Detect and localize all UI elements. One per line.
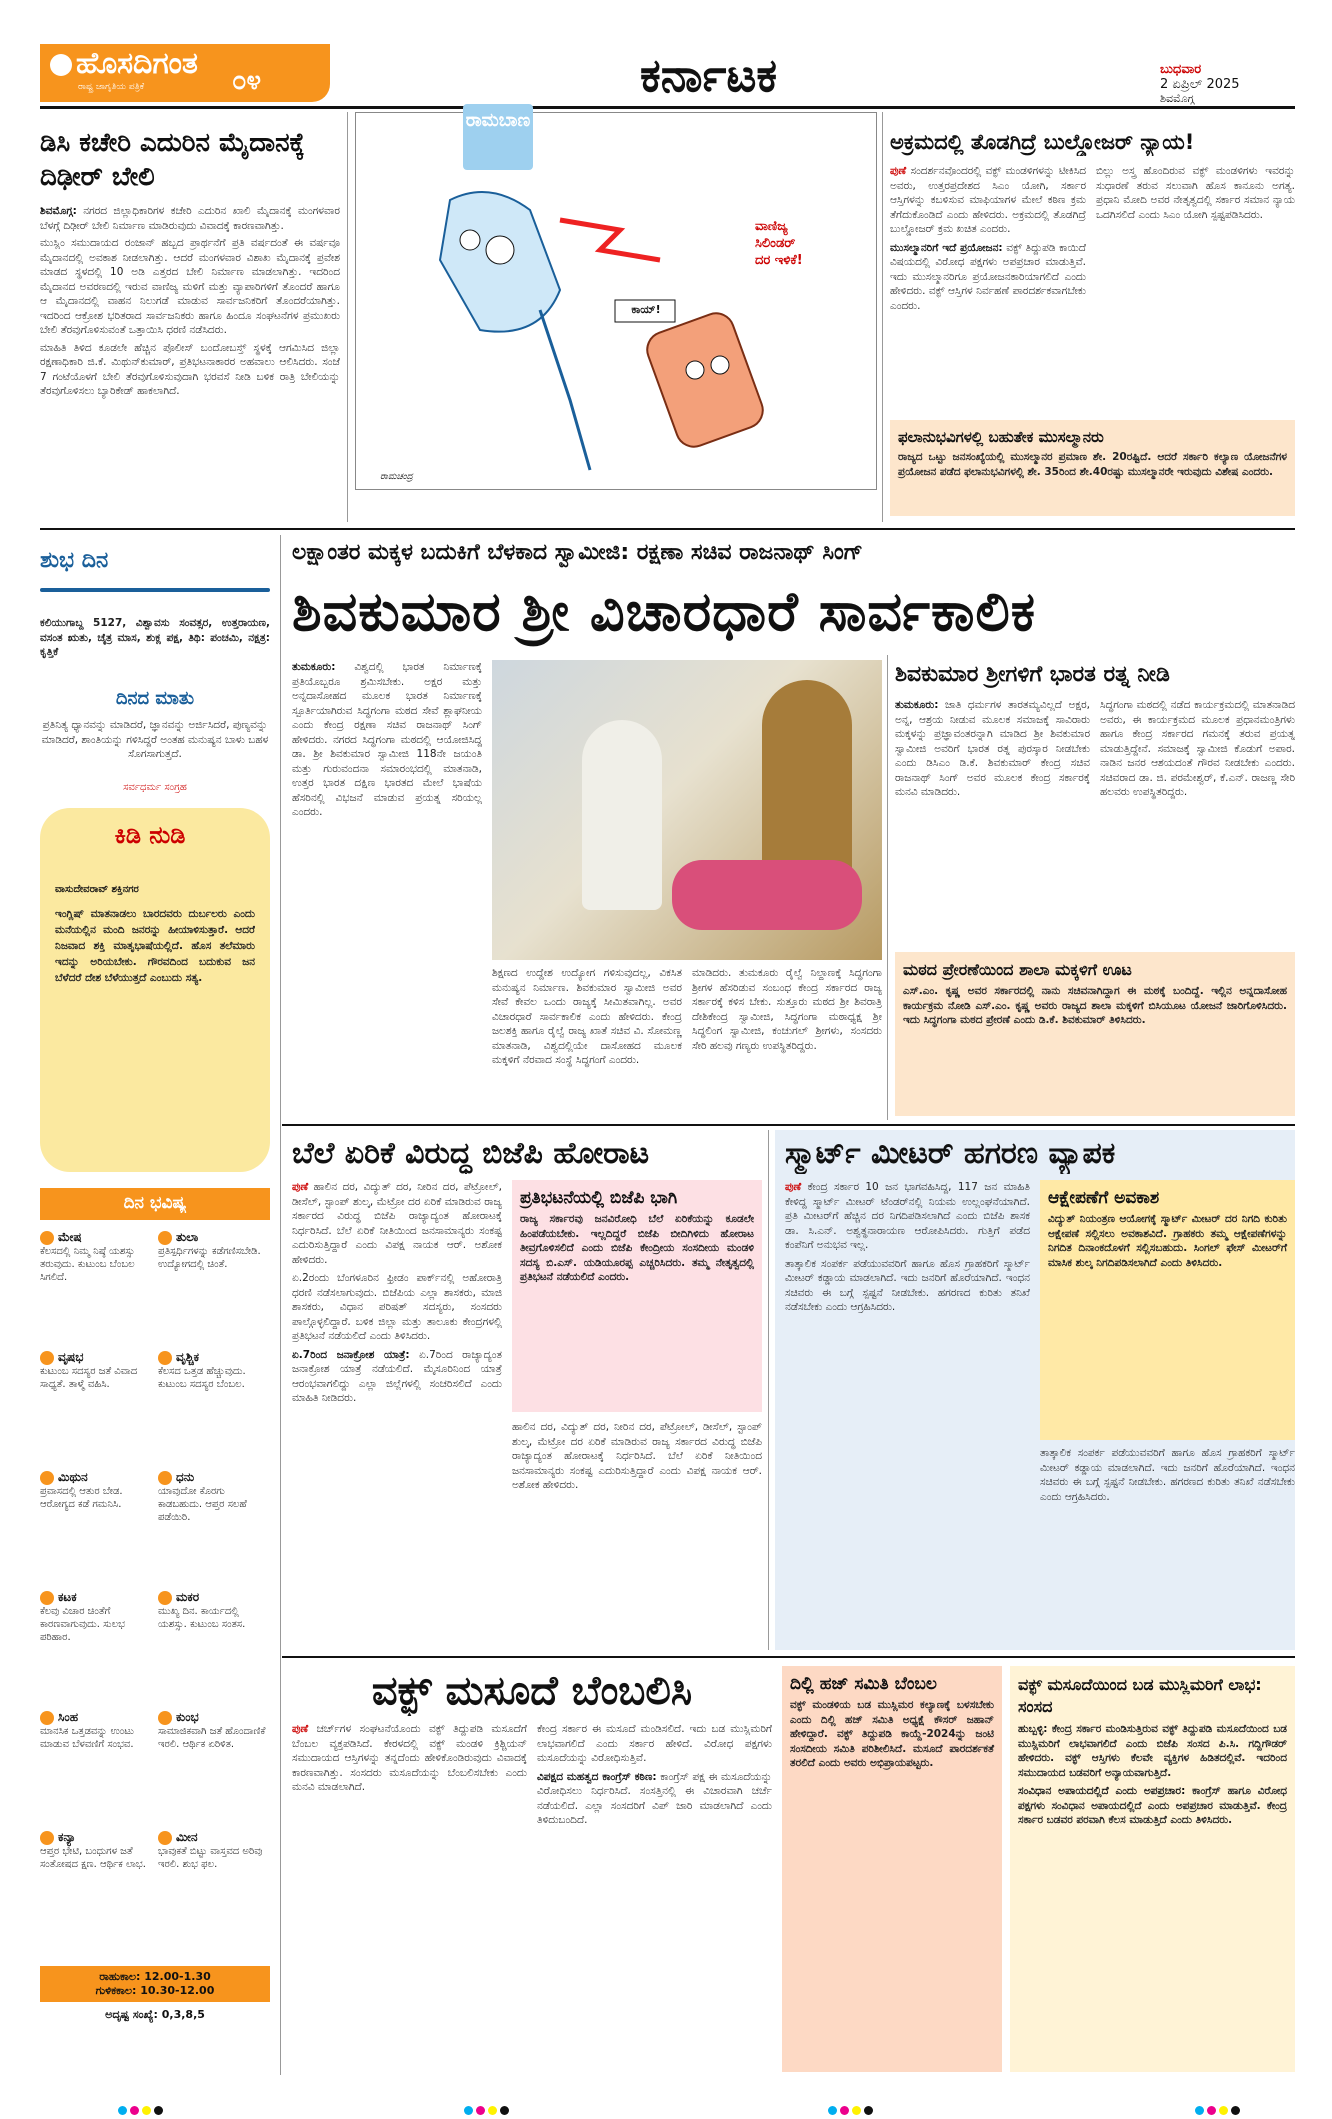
rashi-text: ಕೆಲಸದಲ್ಲಿ ನಿಮ್ಮ ನಿಷ್ಠೆ ಯಶಸ್ಸು ತರುವುದು. ಕುಟುಂಬ ಬೆಂಬಲ ಸಿಗಲಿದೆ. (40, 1246, 135, 1283)
dinada-maatu-author: ಸರ್ವಧರ್ಮ ಸಂಗ್ರಹ (123, 782, 187, 793)
box-chance (1040, 1180, 1295, 1440)
rashi-text: ಯಾವುದೋ ಕೊರಗು ಕಾಡಬಹುದು. ಆಪ್ತರ ಸಲಹೆ ಪಡೆಯಿರಿ. (158, 1486, 247, 1523)
rashi-name: ಮಿಥುನ (40, 1470, 152, 1485)
cartoon-drawing (360, 170, 870, 480)
registration-marks (1195, 2100, 1243, 2119)
story-bulldozer-p1: ಸಂದರ್ಶನವೊಂದರಲ್ಲಿ ವಕ್ಫ್ ಮಂಡಳಿಗಳನ್ನು ಟೀಕಿಸಿದ ಅವರು, ಉತ್ತರಪ್ರದೇಶದ ಸಿಎಂ ಯೋಗಿ, ಸರ್ಕಾರ ಆಸ್ತಿಗಳನ್ನು ಕಬಳಿಸುವ ಮಾಫಿಯಾಗಳ ಮೇಲೆ ಕಠಿಣ ಕ್ರಮ ತೆಗೆದುಕೊಂಡಿದೆ ಎಂದು ಹೇಳಿದರು. ಅಕ್ರಮದಲ್ಲಿ ತೊಡಗಿದ್ರೆ ಬುಲ್ಡೋಜರ್ ಕ್ರಮ ಖಚಿತ ಎಂದರು. (890, 165, 1086, 235)
rashi-text: ಕುಟುಂಬ ಸದಸ್ಯರ ಜತೆ ವಿವಾದ ಸಾಧ್ಯತೆ. ತಾಳ್ಮೆ ವಹಿಸಿ. (40, 1366, 138, 1390)
rashi-sign-icon (40, 1351, 54, 1365)
story-bulldozer-sub: ಮುಸಲ್ಮಾನರಿಗೆ ಇದೆ ಪ್ರಯೋಜನ: (890, 241, 1003, 254)
story-meter-col2: ತಾತ್ಕಾಲಿಕ ಸಂಪರ್ಕ ಪಡೆಯುವವರಿಗೆ ಹಾಗೂ ಹೊಸ ಗ್ರಾಹಕರಿಗೆ ಸ್ಮಾರ್ಟ್ ಮೀಟರ್ ಕಡ್ಡಾಯ ಮಾಡಲಾಗಿದೆ. ಇದು ಜನರಿಗೆ ಹೊರೆಯಾಗಿದೆ. ಇಂಧನ ಸಚಿವರು ಈ ಬಗ್ಗೆ ಸ್ಪಷ್ಟನೆ ನೀಡಬೇಕು. ಹಗರಣದ ಕುರಿತು ತನಿಖೆ ನಡೆಸಬೇಕು ಎಂದು ಆಗ್ರಹಿಸಿದರು. (1040, 1447, 1295, 1503)
rashi-item (158, 1590, 270, 1710)
story-haj (782, 1666, 1002, 2072)
kala-box (40, 1966, 270, 2002)
photo-person (582, 720, 662, 910)
box-noon-meal-headline: ಮಠದ ಪ್ರೇರಣೆಯಿಂದ ಶಾಲಾ ಮಕ್ಕಳಿಗೆ ಊಟ (903, 960, 1132, 979)
edition: ಶಿವಮೊಗ್ಗ (1160, 92, 1195, 105)
rashi-name: ಕಟಕ (40, 1590, 152, 1605)
story-bulldozer-headline: ಅಕ್ರಮದಲ್ಲಿ ತೊಡಗಿದ್ರೆ ಬುಲ್ಡೋಜರ್ ನ್ಯಾಯ! (890, 130, 1195, 154)
story-poor-p1: ಕೇಂದ್ರ ಸರ್ಕಾರ ಮಂಡಿಸುತ್ತಿರುವ ವಕ್ಫ್ ತಿದ್ದುಪಡಿ ಮಸೂದೆಯಿಂದ ಬಡ ಮುಸ್ಲಿಮರಿಗೆ ಲಾಭವಾಗಲಿದೆ ಎಂದು ಬಿಜೆಪಿ ಸಂಸದ ಪಿ.ಸಿ. ಗದ್ದಿಗೌಡರ್ ಹೇಳಿದರು. ವಕ್ಫ್ ಆಸ್ತಿಗಳು ಕೆಲವೇ ವ್ಯಕ್ತಿಗಳ ಹಿಡಿತದಲ್ಲಿವೆ. ಇದರಿಂದ ಸಮುದಾಯದ ಬಡವರಿಗೆ ಅನ್ಯಾಯವಾಗುತ್ತಿದೆ. (1018, 1723, 1287, 1779)
cartoon-series-tag: ರಾಮಬಾಣ (463, 104, 533, 170)
rashi-name: ಮೀನ (158, 1830, 270, 1845)
rashi-sign-icon (158, 1471, 172, 1485)
lamp-icon (50, 54, 72, 76)
lead-photo (492, 660, 882, 960)
box-beneficiaries-headline: ಫಲಾನುಭವಿಗಳಲ್ಲಿ ಬಹುತೇಕ ಮುಸಲ್ಮಾನರು (898, 428, 1104, 446)
story-bharatratna-headline: ಶಿವಕುಮಾರ ಶ್ರೀಗಳಿಗೆ ಭಾರತ ರತ್ನ ನೀಡಿ (895, 662, 1170, 687)
lead-headline: ಶಿವಕುಮಾರ ಶ್ರೀ ವಿಚಾರಧಾರೆ ಸಾರ್ವಕಾಲಿಕ (292, 580, 1037, 643)
rashi-name: ಧನು (158, 1470, 270, 1485)
date: 2 ಏಪ್ರಿಲ್ 2025 (1160, 77, 1240, 92)
rashi-sign-icon (158, 1351, 172, 1365)
rashi-text: ಮಾನಸಿಕ ಒತ್ತಡವನ್ನು ಉಂಟು ಮಾಡುವ ಬೆಳವಣಿಗೆ ಸಂಭವ. (40, 1726, 134, 1750)
story-meter-dateline: ಪುಣೆ (785, 1181, 802, 1193)
story-meter-col1 (785, 1180, 1030, 1640)
section-rule (282, 1124, 1295, 1126)
rashi-name: ವೃಶ್ಚಿಕ (158, 1350, 270, 1365)
registration-marks (118, 2100, 166, 2119)
rashi-text: ಕೆಲಸದ ಒತ್ತಡ ಹೆಚ್ಚುವುದು. ಕುಟುಂಬ ಸದಸ್ಯರ ಬೆಂಬಲ. (158, 1366, 246, 1390)
masthead-logo: ಹೊಸದಿಗಂತ (50, 44, 310, 84)
story-dc-headline: ಡಿಸಿ ಕಚೇರಿ ಎದುರಿನ ಮೈದಾನಕ್ಕೆ ದಿಢೀರ್ ಬೇಲಿ (40, 128, 305, 192)
masthead-rule (40, 106, 1295, 109)
rashi-item (158, 1470, 270, 1590)
divider (768, 1130, 769, 1650)
lead-col2: ಶಿಕ್ಷಣದ ಉದ್ದೇಶ ಉದ್ಯೋಗ ಗಳಿಸುವುದಲ್ಲ, ವಿಕಸಿತ ಮನುಷ್ಯನ ನಿರ್ಮಾಣ. ಶಿವಕುಮಾರ ಸ್ವಾಮೀಜಿ ಅವರ ಸೇವೆ ಕೇವಲ ಒಂದು ರಾಜ್ಯಕ್ಕೆ ಸೀಮಿತವಾಗಿಲ್ಲ. ಅವರ ವಿಚಾರಧಾರೆ ಸಾರ್ವಕಾಲಿಕ ಎಂದು ಹೇಳಿದರು. ಕೇಂದ್ರ ಜಲಶಕ್ತಿ ಹಾಗೂ ರೈಲ್ವೆ ರಾಜ್ಯ ಖಾತೆ ಸಚಿವ ವಿ. ಸೋಮಣ್ಣ ಮಾತನಾಡಿ, ವಿಶ್ವದಲ್ಲಿಯೇ ದಾಸೋಹದ ಮೂಲಕ ಮಕ್ಕಳಿಗೆ ನೆರವಾದ ಸಂಸ್ಥೆ ಸಿದ್ಧಗಂಗೆ ಎಂದರು. (492, 967, 682, 1066)
rashi-right-col (158, 1230, 270, 1950)
kidi-nudi-author: ವಾಸುದೇವರಾವ್ ಶಕ್ತಿನಗರ (55, 884, 139, 895)
rashi-text: ಪ್ರವಾಸದಲ್ಲಿ ಆತುರ ಬೇಡ. ಆರೋಗ್ಯದ ಕಡೆ ಗಮನಿಸಿ. (40, 1486, 123, 1510)
rashi-text: ಭಾವುಕತೆ ಬಿಟ್ಟು ವಾಸ್ತವದ ಅರಿವು ಇರಲಿ. ಶುಭ ಫಲ. (158, 1846, 263, 1870)
rashi-sign-icon (40, 1591, 54, 1605)
story-poor-p2: ಕಾಂಗ್ರೆಸ್ ಹಾಗೂ ವಿರೋಧ ಪಕ್ಷಗಳು ಸಂವಿಧಾನ ಅಪಾಯದಲ್ಲಿದೆ ಎಂದು ಅಪಪ್ರಚಾರ ಮಾಡುತ್ತಿವೆ. ಕೇಂದ್ರ ಸರ್ಕಾರ ಬಡವರ ಪರವಾಗಿ ಕೆಲಸ ಮಾಡುತ್ತಿದೆ ಎಂದು ತಿಳಿಸಿದರು. (1018, 1785, 1288, 1826)
registration-marks (464, 2100, 512, 2119)
masthead-tagline: ರಾಷ್ಟ್ರ ಜಾಗೃತಿಯ ಪತ್ರಿಕೆ (78, 82, 145, 92)
rashi-name: ಕನ್ಯಾ (40, 1830, 152, 1845)
story-bulldozer-col1 (890, 164, 1086, 414)
rashi-text: ಆಪ್ತರ ಭೇಟಿ, ಬಂಧುಗಳ ಜತೆ ಸಂತೋಷದ ಕ್ಷಣ. ಆರ್ಥಿಕ ಲಾಭ. (40, 1846, 146, 1870)
story-price-headline: ಬೆಲೆ ಏರಿಕೆ ವಿರುದ್ಧ ಬಿಜೆಪಿ ಹೋರಾಟ (292, 1136, 650, 1171)
story-meter-headline: ಸ್ಮಾರ್ಟ್ ಮೀಟರ್ ಹಗರಣ ವ್ಯಾಪಕ (785, 1136, 1116, 1171)
rashi-item (40, 1230, 152, 1350)
story-haj-text: ವಕ್ಫ್ ಮಂಡಳಿಯ ಬಡ ಮುಸ್ಲಿಮರ ಕಲ್ಯಾಣಕ್ಕೆ ಬಳಸಬೇಕು ಎಂದು ದಿಲ್ಲಿ ಹಜ್ ಸಮಿತಿ ಅಧ್ಯಕ್ಷೆ ಕೌಸರ್ ಜಹಾನ್ ಹೇಳಿದ್ದಾರೆ. ವಕ್ಫ್ ತಿದ್ದುಪಡಿ ಕಾಯ್ದೆ-2024ನ್ನು ಜಂಟಿ ಸಂಸದೀಯ ಸಮಿತಿ ಪರಿಶೀಲಿಸಿದೆ. ಮಸೂದೆ ಪಾರದರ್ಶಕತೆ ತರಲಿದೆ ಎಂದು ಅವರು ಅಭಿಪ್ರಾಯಪಟ್ಟರು. (790, 1699, 994, 1769)
rashi-sign-icon (40, 1231, 54, 1245)
rashi-text: ಪ್ರತಿಸ್ಪರ್ಧಿಗಳನ್ನು ಕಡೆಗಣಿಸಬೇಡಿ. ಉದ್ಯೋಗದಲ್ಲಿ ಚಿಂತೆ. (158, 1246, 261, 1270)
story-waqf-p1: ಚರ್ಚ್‌ಗಳ ಸಂಘಟನೆಯೊಂದು ವಕ್ಫ್ ತಿದ್ದುಪಡಿ ಮಸೂದೆಗೆ ಬೆಂಬಲ ವ್ಯಕ್ತಪಡಿಸಿದೆ. ಕೇರಳದಲ್ಲಿ ವಕ್ಫ್ ಮಂಡಳಿ ಕ್ರಿಶ್ಚಿಯನ್ ಸಮುದಾಯದ ಆಸ್ತಿಗಳನ್ನು ತನ್ನದೆಂದು ಹೇಳಿಕೊಂಡಿರುವುದು ವಿವಾದಕ್ಕೆ ಕಾರಣವಾಗಿತ್ತು. ಸಂಸದರು ಮಸೂದೆಯನ್ನು ಬೆಂಬಲಿಸಬೇಕು ಎಂದು ಮನವಿ ಮಾಡಲಾಗಿದೆ. (292, 1723, 527, 1793)
shubha-dina-title: ಶುಭ ದಿನ (40, 548, 109, 573)
lead-col1 (292, 660, 482, 1120)
divider (347, 112, 348, 522)
story-waqf-p3: ಕಾಂಗ್ರೆಸ್ ಪಕ್ಷ ಈ ಮಸೂದೆಯನ್ನು ವಿರೋಧಿಸಲು ನಿರ್ಧರಿಸಿದೆ. ಸಂಸತ್ತಿನಲ್ಲಿ ಈ ವಿಚಾರವಾಗಿ ಚರ್ಚೆ ನಡೆಯಲಿದೆ. ಎಲ್ಲಾ ಸಂಸದರಿಗೆ ವಿಪ್ ಜಾರಿ ಮಾಡಲಾಗಿದೆ ಎಂದು ತಿಳಿದುಬಂದಿದೆ. (537, 1770, 772, 1826)
cartoon-speech: ಕಾಯ್! (631, 303, 661, 316)
story-price-dateline: ಪುಣೆ (292, 1181, 309, 1193)
story-poor-headline: ವಕ್ಫ್ ಮಸೂದೆಯಿಂದ ಬಡ ಮುಸ್ಲಿಮರಿಗೆ ಲಾಭ: ಸಂಸದ (1018, 1675, 1262, 1716)
story-bulldozer-col2 (1096, 164, 1295, 414)
lead-dateline: ತುಮಕೂರು: (292, 661, 336, 673)
dinada-maatu-text: ಪ್ರತಿನಿತ್ಯ ಧ್ಯಾನವನ್ನು ಮಾಡಿದರೆ, ಜ್ಞಾನವನ್ನು ಅರ್ಜಿಸಿದರೆ, ಪುಣ್ಯವನ್ನು ಮಾಡಿದರೆ, ಶಾಂತಿಯನ್ನು ಗಳಿಸಿದ್ದರೆ ಅಂತಹ ಮನುಷ್ಯನ ಬಾಳು ಬಹಳ ಸೊಗಸಾಗುತ್ತದೆ. (41, 719, 269, 760)
day: ಬುಧವಾರ (1160, 62, 1202, 77)
story-waqf-p2: ಕೇಂದ್ರ ಸರ್ಕಾರ ಈ ಮಸೂದೆ ಮಂಡಿಸಲಿದೆ. ಇದು ಬಡ ಮುಸ್ಲಿಮರಿಗೆ ಲಾಭವಾಗಲಿದೆ ಎಂದು ಸರ್ಕಾರ ಹೇಳಿದೆ. ವಿರೋಧ ಪಕ್ಷಗಳು ಮಸೂದೆಯನ್ನು ವಿರೋಧಿಸುತ್ತಿವೆ. (537, 1723, 772, 1764)
rashi-item (40, 1470, 152, 1590)
rashi-name: ಮಕರ (158, 1590, 270, 1605)
story-waqf-col2 (537, 1722, 772, 2072)
story-bulldozer-p3: ಬಿಲ್ಲು ಅಸ್ತ್ರ ಹೊಂದಿರುವ ವಕ್ಫ್ ಮಂಡಳಿಗಳು ಇವರನ್ನು ಸುಧಾರಣೆ ತರುವ ಸಲುವಾಗಿ ಹೊಸ ಕಾನೂನು ಅಗತ್ಯ. ಪ್ರಧಾನಿ ಮೋದಿ ಅವರ ನೇತೃತ್ವದಲ್ಲಿ ಸರ್ಕಾರ ಸಮಾನ ನ್ಯಾಯ ಒದಗಿಸಲಿದೆ ಎಂದು ಸಿಎಂ ಯೋಗಿ ಸ್ಪಷ್ಟಪಡಿಸಿದರು. (1096, 165, 1295, 221)
rashi-left-col (40, 1230, 152, 1950)
rashi-sign-icon (158, 1591, 172, 1605)
story-price-p2: ಏ.2ರಂದು ಬೆಂಗಳೂರಿನ ಫ್ರೀಡಂ ಪಾರ್ಕ್‌ನಲ್ಲಿ ಅಹೋರಾತ್ರಿ ಧರಣಿ ನಡೆಸಲಾಗುವುದು. ಬಿಜೆಪಿಯ ಎಲ್ಲಾ ಶಾಸಕರು, ಮಾಜಿ ಶಾಸಕರು, ವಿಧಾನ ಪರಿಷತ್ ಸದಸ್ಯರು, ಸಂಸದರು ಪಾಲ್ಗೊಳ್ಳಲಿದ್ದಾರೆ. ಬಳಿಕ ಜಿಲ್ಲಾ ಮತ್ತು ತಾಲೂಕು ಕೇಂದ್ರಗಳಲ್ಲಿ ಪ್ರತಿಭಟನೆ ನಡೆಯಲಿದೆ ಎಂದು ತಿಳಿಸಿದರು. (292, 1272, 502, 1342)
rashi-item (40, 1350, 152, 1470)
lead-col3: ಮಾಡಿದರು. ತುಮಕೂರು ರೈಲ್ವೆ ನಿಲ್ದಾಣಕ್ಕೆ ಸಿದ್ಧಗಂಗಾ ಶ್ರೀಗಳ ಹೆಸರಿಡುವ ಸಂಬಂಧ ಕೇಂದ್ರ ಸರ್ಕಾರದ ರಾಜ್ಯ ಸರ್ಕಾರಕ್ಕೆ ಕಳಿಸ ಬೇಕು. ಸುತ್ತೂರು ಮಠದ ಶ್ರೀ ಶಿವರಾತ್ರಿ ದೇಶಿಕೇಂದ್ರ ಸ್ವಾಮೀಜಿ, ಸಿದ್ಧಗಂಗಾ ಮಠಾಧ್ಯಕ್ಷ ಶ್ರೀ ಸಿದ್ಧಲಿಂಗ ಸ್ವಾಮೀಜಿ, ಕಂಚುಗಲ್ ಶ್ರೀಗಳು, ಸಂಸದರು ಸೇರಿ ಹಲವು ಗಣ್ಯರು ಉಪಸ್ಥಿತರಿದ್ದರು. (692, 967, 882, 1052)
story-bulldozer-p2: ವಕ್ಫ್ ತಿದ್ದುಪಡಿ ಕಾಯಿದೆ ವಿಷಯದಲ್ಲಿ ವಿರೋಧ ಪಕ್ಷಗಳು ಅಪಪ್ರಚಾರ ಮಾಡುತ್ತಿವೆ. ಇದು ಮುಸಲ್ಮಾನರಿಗೂ ಪ್ರಯೋಜನಕಾರಿಯಾಗಲಿದೆ ಎಂದು ಹೇಳಿದರು. ವಕ್ಫ್ ಆಸ್ತಿಗಳ ನಿರ್ವಹಣೆ ಪಾರದರ್ಶಕವಾಗಬೇಕು ಎಂದರು. (890, 241, 1086, 312)
story-bharatratna-col2: ಸಿದ್ಧಗಂಗಾ ಮಠದಲ್ಲಿ ನಡೆದ ಕಾರ್ಯಕ್ರಮದಲ್ಲಿ ಮಾತನಾಡಿದ ಅವರು, ಈ ಕಾರ್ಯಕ್ರಮದ ಮೂಲಕ ಪ್ರಧಾನಮಂತ್ರಿಗಳು ಹಾಗೂ ಕೇಂದ್ರ ಸರ್ಕಾರದ ಗಮನಕ್ಕೆ ತರುವ ಪ್ರಯತ್ನ ಮಾಡುತ್ತಿದ್ದೇನೆ. ಸಮಾಜಕ್ಕೆ ಸ್ವಾಮೀಜಿ ಕೊಡುಗೆ ಅಪಾರ. ನಾಡಿನ ಜನರ ಆಶಯದಂತೆ ಗೌರವ ನೀಡಬೇಕು ಎಂದರು. ಸಚಿವರಾದ ಡಾ. ಜಿ. ಪರಮೇಶ್ವರ್, ಕೆ.ಎನ್. ರಾಜಣ್ಣ ಸೇರಿ ಹಲವರು ಉಪಸ್ಥಿತರಿದ್ದರು. (1100, 699, 1295, 798)
story-price-col2: ಹಾಲಿನ ದರ, ವಿದ್ಯುತ್ ದರ, ನೀರಿನ ದರ, ಪೆಟ್ರೋಲ್, ಡೀಸೆಲ್, ಸ್ಟಾಂಪ್ ಶುಲ್ಕ, ಮೆಟ್ರೋ ದರ ಏರಿಕೆ ಮಾಡಿರುವ ರಾಜ್ಯ ಸರ್ಕಾರದ ವಿರುದ್ಧ ಬಿಜೆಪಿ ರಾಜ್ಯಾದ್ಯಂತ ಹೋರಾಟಕ್ಕೆ ನಿರ್ಧರಿಸಿದೆ. ಬೆಲೆ ಏರಿಕೆ ನೀತಿಯಿಂದ ಜನಸಾಮಾನ್ಯರು ಸಂಕಷ್ಟ ಎದುರಿಸುತ್ತಿದ್ದಾರೆ ಎಂದು ವಿಪಕ್ಷ ನಾಯಕ ಆರ್. ಅಶೋಕ ಹೇಳಿದರು. (512, 1421, 762, 1491)
box-noon-meal (895, 952, 1295, 1116)
registration-marks (828, 2100, 876, 2119)
rashi-name: ಮೇಷ (40, 1230, 152, 1245)
cartoon-signature: ರಾಮಚಂದ್ರ (380, 472, 413, 482)
story-dc-p1: ನಗರದ ಜಿಲ್ಲಾಧಿಕಾರಿಗಳ ಕಚೇರಿ ಎದುರಿನ ಖಾಲಿ ಮೈದಾನಕ್ಕೆ ಮಂಗಳವಾರ ಬೆಳಗ್ಗೆ ದಿಢೀರ್ ಬೇಲಿ ನಿರ್ಮಾಣ ಮಾಡಿರುವುದು ವಿವಾದಕ್ಕೆ ಕಾರಣವಾಗಿತ್ತು. (40, 205, 340, 232)
rashi-item (158, 1710, 270, 1830)
story-poor (1010, 1666, 1295, 2072)
box-protest-headline: ಪ್ರತಿಭಟನೆಯಲ್ಲಿ ಬಿಜೆಪಿ ಭಾಗಿ (520, 1188, 678, 1208)
story-poor-body (1010, 1722, 1295, 2052)
dina-bhavishya-title: ದಿನ ಭವಿಷ್ಯ (123, 1193, 187, 1213)
kidi-nudi-title: ಕಿಡಿ ನುಡಿ (114, 821, 186, 849)
story-dc-p2: ಮುಸ್ಲಿಂ ಸಮುದಾಯದ ರಂಜಾನ್ ಹಬ್ಬದ ಪ್ರಾರ್ಥನೆಗೆ ಪ್ರತಿ ವರ್ಷದಂತೆ ಈ ವರ್ಷವೂ ಮೈದಾನದಲ್ಲಿ ಅವಕಾಶ ನೀಡಲಾಗಿತ್ತು. ಆದರೆ ಮಂಗಳವಾರ ವಿಶಾಖ ಮೈದಾನಕ್ಕೆ ಪ್ರವೇಶ ಮಾಡದ ಸ್ಥಳದಲ್ಲಿ 10 ಅಡಿ ಎತ್ತರದ ಬೇಲಿ ನಿರ್ಮಾಣ ಮಾಡಲಾಗಿತ್ತು. ಇದರಿಂದ ಮೈದಾನದ ಅವರಣದಲ್ಲಿ ಇರುವ ವಾಣಿಜ್ಯ ಮಳಿಗೆ ಮತ್ತು ವ್ಯಾಪಾರಿಗಳಿಗೆ ತೊಂದರೆ ಹಾಗೂ ಆ ಮೈದಾನದಲ್ಲಿ ವಾಹನ ನಿಲುಗಡೆ ಮಾಡುವ ಸಾರ್ವಜನಿಕರಿಗೆ ತೊಂದರೆಯಾಗಿತ್ತು. ಇದರಿಂದ ಆಕ್ರೋಶ ಭರಿತರಾದ ಸಾರ್ವಜನಿಕರು ಹಾಗೂ ಹಿಂದೂ ಸಂಘಟನೆಗಳ ಪ್ರಮುಖರು ಬೇಲಿ ತೆರವುಗೊಳಿಸುವಂತೆ ಒತ್ತಾಯಿಸಿ ಧರಣಿ ನಡೆಸಿದರು. (40, 237, 340, 336)
rashi-item (40, 1830, 152, 1950)
divider (882, 112, 883, 522)
cartoon-label: ವಾಣಿಜ್ಯ ಸಿಲಿಂಡರ್ ದರ ಇಳಿಕೆ! (755, 219, 803, 268)
kidi-nudi-text: ಇಂಗ್ಲಿಷ್ ಮಾತನಾಡಲು ಬಾರದವರು ದುರ್ಬಲರು ಎಂದು ಮನೆಯಲ್ಲಿನ ಮಂದಿ ಜನರನ್ನು ಹೀಯಾಳಿಸುತ್ತಾರೆ. ಆದರೆ ನಿಜವಾದ ಶಕ್ತಿ ಮಾತೃಭಾಷೆಯಲ್ಲಿದೆ. ಹೊಸ ತಲೆಮಾರು ಇದನ್ನು ಅರಿಯಬೇಕು. ಗೌರವದಿಂದ ಬದುಕುವ ಜನ ಬೆಳೆದರೆ ದೇಶ ಬೆಳೆಯುತ್ತದೆ ಎಂಬುದು ಸತ್ಯ. (55, 908, 255, 984)
page-number: ೦೪ (232, 66, 262, 96)
rashi-sign-icon (40, 1711, 54, 1725)
rashi-name: ವೃಷಭ (40, 1350, 152, 1365)
rashi-item (158, 1230, 270, 1350)
story-price-p1: ಹಾಲಿನ ದರ, ವಿದ್ಯುತ್ ದರ, ನೀರಿನ ದರ, ಪೆಟ್ರೋಲ್, ಡೀಸೆಲ್, ಸ್ಟಾಂಪ್ ಶುಲ್ಕ, ಮೆಟ್ರೋ ದರ ಏರಿಕೆ ಮಾಡಿರುವ ರಾಜ್ಯ ಸರ್ಕಾರದ ವಿರುದ್ಧ ಬಿಜೆಪಿ ರಾಜ್ಯಾದ್ಯಂತ ಹೋರಾಟಕ್ಕೆ ನಿರ್ಧರಿಸಿದೆ. ಬೆಲೆ ಏರಿಕೆ ನೀತಿಯಿಂದ ಜನಸಾಮಾನ್ಯರು ಸಂಕಷ್ಟ ಎದುರಿಸುತ್ತಿದ್ದಾರೆ ಎಂದು ವಿಪಕ್ಷ ನಾಯಕ ಆರ್. ಅಶೋಕ ಹೇಳಿದರು. (292, 1181, 502, 1266)
section-rule (40, 528, 1295, 530)
divider (887, 655, 888, 1120)
rashi-item (158, 1830, 270, 1950)
story-waqf-headline: ವಕ್ಫ್ ಮಸೂದೆ ಬೆಂಬಲಿಸಿ (371, 1668, 693, 1714)
rashi-text: ಸಾಮಾಜಿಕವಾಗಿ ಜತೆ ಹೊಂದಾಣಿಕೆ ಇರಲಿ. ಆರ್ಥಿಕ ಏರಿಳಿತ. (158, 1726, 266, 1750)
dinada-maatu-title: ದಿನದ ಮಾತು (115, 688, 195, 709)
box-chance-text: ವಿದ್ಯುತ್ ನಿಯಂತ್ರಣ ಆಯೋಗಕ್ಕೆ ಸ್ಮಾರ್ಟ್ ಮೀಟರ್ ದರ ನಿಗದಿ ಕುರಿತು ಆಕ್ಷೇಪಣೆ ಸಲ್ಲಿಸಲು ಅವಕಾಶವಿದೆ. ಗ್ರಾಹಕರು ತಮ್ಮ ಆಕ್ಷೇಪಣೆಗಳನ್ನು ನಿಗದಿತ ದಿನಾಂಕದೊಳಗೆ ಸಲ್ಲಿಸಬಹುದು. ಸಿಂಗಲ್ ಫೇಸ್ ಮೀಟರ್‌ಗೆ ಮಾಸಿಕ ಶುಲ್ಕ ನಿಗದಿಪಡಿಸಲಾಗಿದೆ ಎಂದು ತಿಳಿಸಿದರು. (1048, 1213, 1287, 1269)
date-block (1160, 62, 1295, 106)
rashi-sign-icon (158, 1711, 172, 1725)
box-beneficiaries (890, 420, 1295, 516)
rashi-text: ಕೆಲವು ವಿಚಾರ ಚಿಂತೆಗೆ ಕಾರಣವಾಗುವುದು. ಸುಲಭ ಪರಿಹಾರ. (40, 1606, 125, 1643)
story-dc-dateline: ಶಿವಮೊಗ್ಗ: (40, 205, 77, 217)
rashi-sign-icon (158, 1831, 172, 1845)
box-protest (512, 1180, 762, 1412)
story-waqf-col1 (292, 1722, 527, 2072)
story-dc-body (40, 204, 340, 524)
story-meter-p2: ತಾತ್ಕಾಲಿಕ ಸಂಪರ್ಕ ಪಡೆಯುವವರಿಗೆ ಹಾಗೂ ಹೊಸ ಗ್ರಾಹಕರಿಗೆ ಸ್ಮಾರ್ಟ್ ಮೀಟರ್ ಕಡ್ಡಾಯ ಮಾಡಲಾಗಿದೆ. ಇದು ಜನರಿಗೆ ಹೊರೆಯಾಗಿದೆ. ಇಂಧನ ಸಚಿವರು ಈ ಬಗ್ಗೆ ಸ್ಪಷ್ಟನೆ ನೀಡಬೇಕು. ಹಗರಣದ ಕುರಿತು ತನಿಖೆ ನಡೆಸಬೇಕು ಎಂದು ಆಗ್ರಹಿಸಿದರು. (785, 1257, 1030, 1313)
story-price-sub: ಏ.7ರಿಂದ ಜನಾಕ್ರೋಶ ಯಾತ್ರೆ: (292, 1348, 410, 1361)
rashi-name: ಕುಂಭ (158, 1710, 270, 1725)
rashi-sign-icon (40, 1831, 54, 1845)
lead-kicker: ಲಕ್ಷಾಂತರ ಮಕ್ಕಳ ಬದುಕಿಗೆ ಬೆಳಕಾದ ಸ್ವಾಮೀಜಿ: ರಕ್ಷಣಾ ಸಚಿವ ರಾಜನಾಥ್ ಸಿಂಗ್ (292, 540, 863, 565)
story-dc-p3: ಮಾಹಿತಿ ತಿಳಿದ ಕೂಡಲೇ ಹೆಚ್ಚಿನ ಪೊಲೀಸ್ ಬಂದೋಬಸ್ತ್ ಸ್ಥಳಕ್ಕೆ ಆಗಮಿಸಿದ ಜಿಲ್ಲಾ ರಕ್ಷಣಾಧಿಕಾರಿ ಜಿ.ಕೆ. ಮಿಥುನ್‌ಕುಮಾರ್, ಪ್ರತಿಭಟನಾಕಾರರ ಅಹವಾಲು ಆಲಿಸಿದರು. ಸಂಜೆ 7 ಗಂಟೆಯೊಳಗೆ ಬೇಲಿ ತೆರವುಗೊಳಿಸುವುದಾಗಿ ಭರವಸೆ ನೀಡಿ ಬಳಿಕ ರಾತ್ರಿ ಬೇಲಿಯನ್ನು ತೆರವುಗೊಳಿಸಲು ಬ್ಯಾರಿಕೇಡ್ ಹಾಕಲಾಗಿದೆ. (40, 341, 340, 397)
rashi-name: ತುಲಾ (158, 1230, 270, 1245)
rashi-sign-icon (40, 1471, 54, 1485)
story-waqf-dateline: ಪುಣೆ (292, 1723, 309, 1735)
rahukala: ರಾಹುಕಾಲ: 12.00-1.30 (99, 1970, 211, 1983)
story-bharatratna-dateline: ತುಮಕೂರು: (895, 699, 939, 711)
story-waqf-sub: ವಿಪಕ್ಷದ ಮಹತ್ವದ ಕಾಂಗ್ರೆಸ್ ಕಠಿಣ: (537, 1770, 657, 1783)
rashi-sign-icon (158, 1231, 172, 1245)
box-beneficiaries-text: ರಾಜ್ಯದ ಒಟ್ಟು ಜನಸಂಖ್ಯೆಯಲ್ಲಿ ಮುಸಲ್ಮಾನರ ಪ್ರಮಾಣ ಶೇ. 20ರಷ್ಟಿದೆ. ಆದರೆ ಸರ್ಕಾರಿ ಕಲ್ಯಾಣ ಯೋಜನೆಗಳ ಪ್ರಯೋಜನ ಪಡೆದ ಫಲಾನುಭವಿಗಳಲ್ಲಿ ಶೇ. 35ರಿಂದ ಶೇ.40ರಷ್ಟು ಮುಸಲ್ಮಾನರೇ ಇರುವುದು ವಿಶೇಷ ಎಂದರು. (898, 451, 1287, 478)
story-bulldozer-dateline: ಪುಣೆ (890, 165, 907, 177)
rashi-item (40, 1590, 152, 1710)
swoosh (40, 588, 270, 592)
story-poor-dateline: ಹುಬ್ಬಳ್ಳಿ: (1018, 1723, 1048, 1735)
photo-flowers (672, 860, 862, 930)
section-title: ಕರ್ನಾಟಕ (640, 48, 778, 102)
gulika: ಗುಳಿಕಕಾಲ: 10.30-12.00 (95, 1984, 215, 1997)
story-price-p3: ಏ.7ರಿಂದ ರಾಜ್ಯಾದ್ಯಂತ ಜನಾಕ್ರೋಶ ಯಾತ್ರೆ ನಡೆಯಲಿದೆ. ಮೈಸೂರಿನಿಂದ ಯಾತ್ರೆ ಆರಂಭವಾಗಲಿದ್ದು ಎಲ್ಲಾ ಜಿಲ್ಲೆಗಳಲ್ಲಿ ಸಂಚರಿಸಲಿದೆ ಎಂದು ಮಾಹಿತಿ ನೀಡಿದರು. (292, 1348, 502, 1404)
story-bharatratna-p1: ಜಾತಿ ಧರ್ಮಗಳ ತಾರತಮ್ಯವಿಲ್ಲದೆ ಅಕ್ಷರ, ಅನ್ನ, ಆಶ್ರಯ ನೀಡುವ ಮೂಲಕ ಸಮಾಜಕ್ಕೆ ಸಾವಿರಾರು ಮಕ್ಕಳನ್ನು ಪ್ರಜ್ಞಾವಂತರನ್ನಾಗಿ ಮಾಡಿದ ಶ್ರೀ ಶಿವಕುಮಾರ ಸ್ವಾಮೀಜಿ ಅವರಿಗೆ ಭಾರತ ರತ್ನ ಪುರಸ್ಕಾರ ನೀಡಬೇಕು ಎಂದು ಡಿಸಿಎಂ ಡಿ.ಕೆ. ಶಿವಕುಮಾರ್ ಕೇಂದ್ರ ಸಚಿವ ರಾಜನಾಥ್ ಸಿಂಗ್ ಅವರ ಮೂಲಕ ಕೇಂದ್ರ ಸರ್ಕಾರಕ್ಕೆ ಮನವಿ ಮಾಡಿದರು. (895, 699, 1090, 798)
rashi-text: ಮುಖ್ಯ ದಿನ. ಕಾರ್ಯದಲ್ಲಿ ಯಶಸ್ಸು. ಕುಟುಂಬ ಸಂತಸ. (158, 1606, 246, 1630)
rashi-name: ಸಿಂಹ (40, 1710, 152, 1725)
story-price-col1 (292, 1180, 502, 1650)
rashi-item (40, 1710, 152, 1830)
story-poor-sub: ಸಂವಿಧಾನ ಅಪಾಯದಲ್ಲಿದೆ ಎಂದು ಅಪಪ್ರಚಾರ: (1018, 1785, 1186, 1797)
story-bharatratna-col1 (895, 698, 1090, 946)
story-meter-p1: ಕೇಂದ್ರ ಸರ್ಕಾರ 10 ಜನ ಭಾಗವಹಿಸಿದ್ದ, 117 ಜನ ಮಾಹಿತಿ ಕೇಳಿದ್ದ ಸ್ಮಾರ್ಟ್ ಮೀಟರ್ ಟೆಂಡರ್‌ನಲ್ಲಿ ನಿಯಮ ಉಲ್ಲಂಘನೆಯಾಗಿದೆ. ಪ್ರತಿ ಮೀಟರ್‌ಗೆ ಹೆಚ್ಚಿನ ದರ ನಿಗದಿಪಡಿಸಲಾಗಿದೆ ಎಂದು ಬಿಜೆಪಿ ಶಾಸಕ ಡಾ. ಸಿ.ಎನ್. ಅಶ್ವತ್ಥನಾರಾಯಣ ಆರೋಪಿಸಿದರು. ಗುತ್ತಿಗೆ ಪಡೆದ ಕಂಪೆನಿಗೆ ಅನುಭವ ಇಲ್ಲ. (785, 1181, 1030, 1251)
box-protest-text: ರಾಜ್ಯ ಸರ್ಕಾರವು ಜನವಿರೋಧಿ ಬೆಲೆ ಏರಿಕೆಯನ್ನು ಕೂಡಲೇ ಹಿಂಪಡೆಯಬೇಕು. ಇಲ್ಲದಿದ್ದರೆ ಬಿಜೆಪಿ ಬೀದಿಗಿಳಿದು ಹೋರಾಟ ತೀವ್ರಗೊಳಿಸಲಿದೆ ಎಂದು ಬಿಜೆಪಿ ಕೇಂದ್ರೀಯ ಸಂಸದೀಯ ಮಂಡಳಿ ಸದಸ್ಯ ಬಿ.ಎಸ್. ಯಡಿಯೂರಪ್ಪ ಎಚ್ಚರಿಸಿದರು. ತಮ್ಮ ನೇತೃತ್ವದಲ್ಲಿ ಪ್ರತಿಭಟನೆ ನಡೆಯಲಿದೆ ಎಂದರು. (520, 1213, 754, 1283)
section-rule (282, 1656, 1295, 1658)
box-chance-headline: ಆಕ್ಷೇಪಣೆಗೆ ಅವಕಾಶ (1048, 1188, 1160, 1208)
lucky-number: ಅದೃಷ್ಟ ಸಂಖ್ಯೆ: 0,3,8,5 (105, 2008, 205, 2021)
story-haj-headline: ದಿಲ್ಲಿ ಹಜ್ ಸಮಿತಿ ಬೆಂಬಲ (790, 1674, 937, 1694)
shubha-dina-text: ಕಲಿಯುಗಾಬ್ದ 5127, ವಿಶ್ವಾವಸು ಸಂವತ್ಸರ, ಉತ್ತರಾಯಣ, ವಸಂತ ಋತು, ಚೈತ್ರ ಮಾಸ, ಶುಕ್ಲ ಪಕ್ಷ, ತಿಥಿ: ಪಂಚಮಿ, ನಕ್ಷತ್ರ: ಕೃತ್ತಿಕೆ (40, 617, 270, 658)
box-noon-meal-text: ಎಸ್.ಎಂ. ಕೃಷ್ಣ ಅವರ ಸರ್ಕಾರದಲ್ಲಿ ನಾನು ಸಚಿವನಾಗಿದ್ದಾಗ ಈ ಮಠಕ್ಕೆ ಬಂದಿದ್ದೆ. ಇಲ್ಲಿನ ಅನ್ನದಾಸೋಹ ಕಾರ್ಯಕ್ರಮ ನೋಡಿ ಎಸ್.ಎಂ. ಕೃಷ್ಣ ಅವರು ರಾಜ್ಯದ ಶಾಲಾ ಮಕ್ಕಳಿಗೆ ಬಿಸಿಯೂಟ ಯೋಜನೆ ಜಾರಿಗೊಳಿಸಿದರು. ಇದು ಸಿದ್ಧಗಂಗಾ ಮಠದ ಪ್ರೇರಣೆ ಎಂದು ಡಿ.ಕೆ. ಶಿವಕುಮಾರ್ ತಿಳಿಸಿದರು. (903, 985, 1287, 1026)
lead-col1-text: ವಿಶ್ವದಲ್ಲಿ ಭಾರತ ನಿರ್ಮಾಣಕ್ಕೆ ಪ್ರತಿಯೊಬ್ಬರೂ ಶ್ರಮಿಸಬೇಕು. ಅಕ್ಷರ ಮತ್ತು ಅನ್ನದಾಸೋಹದ ಮೂಲಕ ಭಾರತ ನಿರ್ಮಾಣಕ್ಕೆ ಸ್ಪೂರ್ತಿಯಾಗಿರುವ ಸಿದ್ಧಗಂಗಾ ಮಠದ ಸೇವೆ ಶ್ಲಾಘನೀಯ ಎಂದು ಕೇಂದ್ರ ರಕ್ಷಣಾ ಸಚಿವ ರಾಜನಾಥ್ ಸಿಂಗ್ ಹೇಳಿದರು. ನಗರದ ಸಿದ್ಧಗಂಗಾ ಮಠದಲ್ಲಿ ಆಯೋಜಿಸಿದ್ದ ಡಾ. ಶ್ರೀ ಶಿವಕುಮಾರ ಸ್ವಾಮೀಜಿ 118ನೇ ಜಯಂತಿ ಮತ್ತು ಗುರುವಂದನಾ ಸಮಾರಂಭದಲ್ಲಿ ಮಾತನಾಡಿ, ಉತ್ತರ ಭಾರತ ದಕ್ಷಿಣ ಭಾರತದ ಮೇಲೆ ಭಾಷೆಯ ಹೆಸರಿನಲ್ಲಿ ವಿಭಜನೆ ಮಾಡುವ ಪ್ರಯತ್ನ ಸರಿಯಲ್ಲ ಎಂದರು. (292, 661, 482, 818)
divider (280, 535, 281, 2075)
rashi-item (158, 1350, 270, 1470)
